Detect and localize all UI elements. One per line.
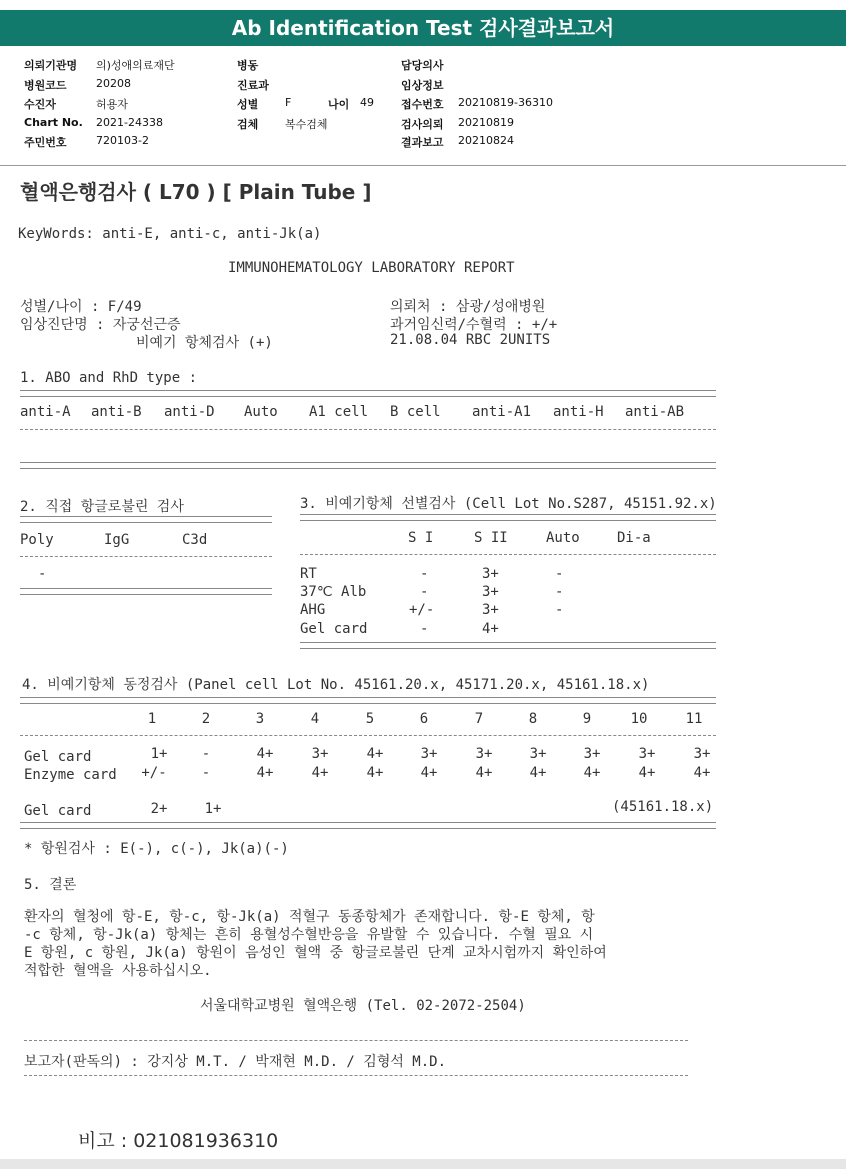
screen-cell: +/- xyxy=(409,602,435,618)
sex-label: 성별 xyxy=(237,98,259,111)
recipient-value: 허용자 xyxy=(96,98,128,111)
age-label: 나이 xyxy=(328,98,350,111)
hospital-code-value: 20208 xyxy=(96,77,131,90)
bottom-bar xyxy=(0,1159,846,1169)
abo-col-anti-a: anti-A xyxy=(20,404,71,420)
dat-col-igg: IgG xyxy=(104,532,130,548)
reporter-top-rule xyxy=(24,1040,688,1041)
panel-col: 1 xyxy=(147,711,157,727)
report-date-label: 결과보고 xyxy=(401,136,444,149)
conclusion-line: 환자의 혈청에 항-E, 항-c, 항-Jk(a) 적혈구 동종항체가 존재합니다. 항-E 항체, 항 xyxy=(24,909,595,925)
age-value: 49 xyxy=(360,96,374,109)
screen-cell: 3+ xyxy=(482,602,499,618)
panel-cell: 4+ xyxy=(366,746,384,762)
screen-col-s2: S II xyxy=(474,530,508,546)
lab-report-title: IMMUNOHEMATOLOGY LABORATORY REPORT xyxy=(228,260,515,276)
patient-sex-age: 성별/나이 : F/49 xyxy=(20,299,142,315)
screen-cell: - xyxy=(420,566,429,582)
panel-top-rule xyxy=(20,697,716,704)
recipient-label: 수진자 xyxy=(24,98,56,111)
screen-cell: - xyxy=(420,584,429,600)
panel-col: 7 xyxy=(474,711,484,727)
screen-cell: - xyxy=(555,584,564,600)
abo-col-anti-h: anti-H xyxy=(553,404,604,420)
conclusion-line: 적합한 혈액을 사용하십시오. xyxy=(24,963,212,979)
screen-top-rule xyxy=(300,514,716,521)
screen-cell: 3+ xyxy=(482,584,499,600)
dat-mid-rule xyxy=(20,556,272,557)
panel-extra-label: Gel card xyxy=(24,803,92,819)
ward-label: 병동 xyxy=(237,59,259,72)
panel-cell: 3+ xyxy=(475,746,493,762)
screen-row-label: 37℃ Alb xyxy=(300,584,367,600)
dept-label: 진료과 xyxy=(237,79,269,92)
panel-extra-cell: 1+ xyxy=(204,801,222,817)
panel-title: 4. 비예기항체 동정검사 (Panel cell Lot No. 45161.20.x, 45171.20.x, 45161.18.x) xyxy=(22,677,650,693)
conclusion-line: E 항원, c 항원, Jk(a) 항원이 음성인 혈액 중 항글로불린 단계 교차시험까지 확인하여 xyxy=(24,945,607,961)
panel-col: 11 xyxy=(685,711,703,727)
reporter-bottom-rule xyxy=(24,1075,688,1076)
header-divider xyxy=(0,165,846,166)
panel-cell: 4+ xyxy=(693,765,711,781)
panel-cell: 4+ xyxy=(638,765,656,781)
abo-col-anti-b: anti-B xyxy=(91,404,142,420)
panel-cell: +/- xyxy=(141,765,167,781)
resident-value: 720103-2 xyxy=(96,134,149,147)
resident-label: 주민번호 xyxy=(24,136,67,149)
screen-row-label: Gel card xyxy=(300,621,368,637)
screen-row-label: AHG xyxy=(300,602,326,618)
screen-row-label: RT xyxy=(300,566,317,582)
doctor-label: 담당의사 xyxy=(401,59,444,72)
screen-bottom-rule xyxy=(300,642,716,649)
abo-mid-rule xyxy=(20,429,716,430)
section-title: 혈액은행검사 ( L70 ) [ Plain Tube ] xyxy=(20,180,372,204)
abo-col-b-cell: B cell xyxy=(390,404,441,420)
screen-cell: 3+ xyxy=(482,566,499,582)
panel-cell: 4+ xyxy=(311,765,329,781)
screen-cell: - xyxy=(555,602,564,618)
panel-cell: 3+ xyxy=(529,746,547,762)
conclusion-line: -c 항체, 항-Jk(a) 항체는 흔히 용혈성수혈반응을 유발할 수 있습니다. 수혈 필요 시 xyxy=(24,927,594,943)
screen-cell: - xyxy=(555,566,564,582)
panel-cell: 4+ xyxy=(256,746,274,762)
screen-col-auto: Auto xyxy=(546,530,580,546)
screen-mid-rule xyxy=(300,554,716,555)
panel-cell: 3+ xyxy=(420,746,438,762)
panel-cell: 3+ xyxy=(693,746,711,762)
panel-cell: 4+ xyxy=(475,765,493,781)
abo-col-anti-d: anti-D xyxy=(164,404,215,420)
patient-referral: 의뢰처 : 삼광/성애병원 xyxy=(390,299,546,315)
chart-label: Chart No. xyxy=(24,116,83,129)
panel-cell: 4+ xyxy=(583,765,601,781)
panel-bottom-rule xyxy=(20,822,716,829)
panel-cell: 4+ xyxy=(420,765,438,781)
panel-col: 8 xyxy=(528,711,538,727)
dat-bottom-rule xyxy=(20,588,272,595)
panel-cell: - xyxy=(201,746,211,762)
panel-col: 2 xyxy=(201,711,211,727)
institution-label: 의뢰기관명 xyxy=(24,59,78,72)
specimen-label: 검체 xyxy=(237,118,259,131)
note: 비고 : 021081936310 xyxy=(78,1130,279,1152)
dat-col-poly: Poly xyxy=(20,532,54,548)
antigen-test: * 항원검사 : E(-), c(-), Jk(a)(-) xyxy=(24,841,289,857)
panel-col: 9 xyxy=(582,711,592,727)
report-date-value: 20210824 xyxy=(458,134,514,147)
report-title: Ab Identification Test 검사결과보고서 xyxy=(231,16,615,40)
abo-col-a1-cell: A1 cell xyxy=(309,404,369,420)
panel-extra-cell: 2+ xyxy=(150,801,168,817)
panel-col: 5 xyxy=(365,711,375,727)
dat-value-poly: - xyxy=(38,566,47,582)
abo-bottom-rule xyxy=(20,462,716,469)
panel-col: 3 xyxy=(255,711,265,727)
abo-col-auto: Auto xyxy=(244,404,278,420)
panel-col: 6 xyxy=(419,711,429,727)
screen-title: 3. 비예기항체 선별검사 (Cell Lot No.S287, 45151.92.x) xyxy=(300,496,717,512)
patient-diagnosis-2: 비예기 항체검사 (+) xyxy=(136,335,273,351)
screen-cell: 4+ xyxy=(482,621,499,637)
panel-cell: - xyxy=(201,765,211,781)
abo-top-rule xyxy=(20,390,716,397)
sex-value: F xyxy=(285,96,292,109)
screen-col-s1: S I xyxy=(408,530,434,546)
abo-title: 1. ABO and RhD type : xyxy=(20,370,198,386)
panel-col: 4 xyxy=(310,711,320,727)
abo-col-anti-ab: anti-AB xyxy=(625,404,685,420)
request-value: 20210819 xyxy=(458,116,514,129)
keywords: KeyWords: anti-E, anti-c, anti-Jk(a) xyxy=(18,226,322,242)
panel-cell: 3+ xyxy=(311,746,329,762)
reporter-line: 보고자(판독의) : 강지상 M.T. / 박재현 M.D. / 김형석 M.D. xyxy=(24,1054,447,1070)
screen-col-dia: Di-a xyxy=(617,530,651,546)
abo-col-anti-a1: anti-A1 xyxy=(472,404,532,420)
panel-cell: 4+ xyxy=(529,765,547,781)
patient-history-2: 21.08.04 RBC 2UNITS xyxy=(390,332,551,348)
clinical-label: 임상정보 xyxy=(401,79,444,92)
dat-title: 2. 직접 항글로불린 검사 xyxy=(20,499,184,515)
request-label: 검사의뢰 xyxy=(401,118,444,131)
panel-row-label: Gel card xyxy=(24,749,92,765)
screen-cell: - xyxy=(420,621,429,637)
patient-history: 과거임신력/수혈력 : +/+ xyxy=(390,317,558,333)
specimen-value: 복수검체 xyxy=(285,118,328,131)
panel-cell: 1+ xyxy=(150,746,168,762)
panel-cell: 4+ xyxy=(366,765,384,781)
panel-row-label: Enzyme card xyxy=(24,767,117,783)
report-title-bar xyxy=(0,10,846,46)
receipt-label: 접수번호 xyxy=(401,98,444,111)
panel-cell: 3+ xyxy=(583,746,601,762)
conclusion-title: 5. 결론 xyxy=(24,877,77,893)
panel-cell: 3+ xyxy=(638,746,656,762)
panel-col: 10 xyxy=(630,711,648,727)
patient-diagnosis: 임상진단명 : 자궁선근증 xyxy=(20,317,181,333)
panel-mid-rule xyxy=(20,735,716,736)
hospital-code-label: 병원코드 xyxy=(24,79,67,92)
dat-top-rule xyxy=(20,516,272,523)
receipt-value: 20210819-36310 xyxy=(458,96,553,109)
institution-value: 의)성애의료재단 xyxy=(96,59,175,72)
chart-value: 2021-24338 xyxy=(96,116,163,129)
panel-extra-lot: (45161.18.x) xyxy=(612,799,714,815)
dat-col-c3d: C3d xyxy=(182,532,208,548)
lab-institution: 서울대학교병원 혈액은행 (Tel. 02-2072-2504) xyxy=(200,998,526,1014)
panel-cell: 4+ xyxy=(256,765,274,781)
